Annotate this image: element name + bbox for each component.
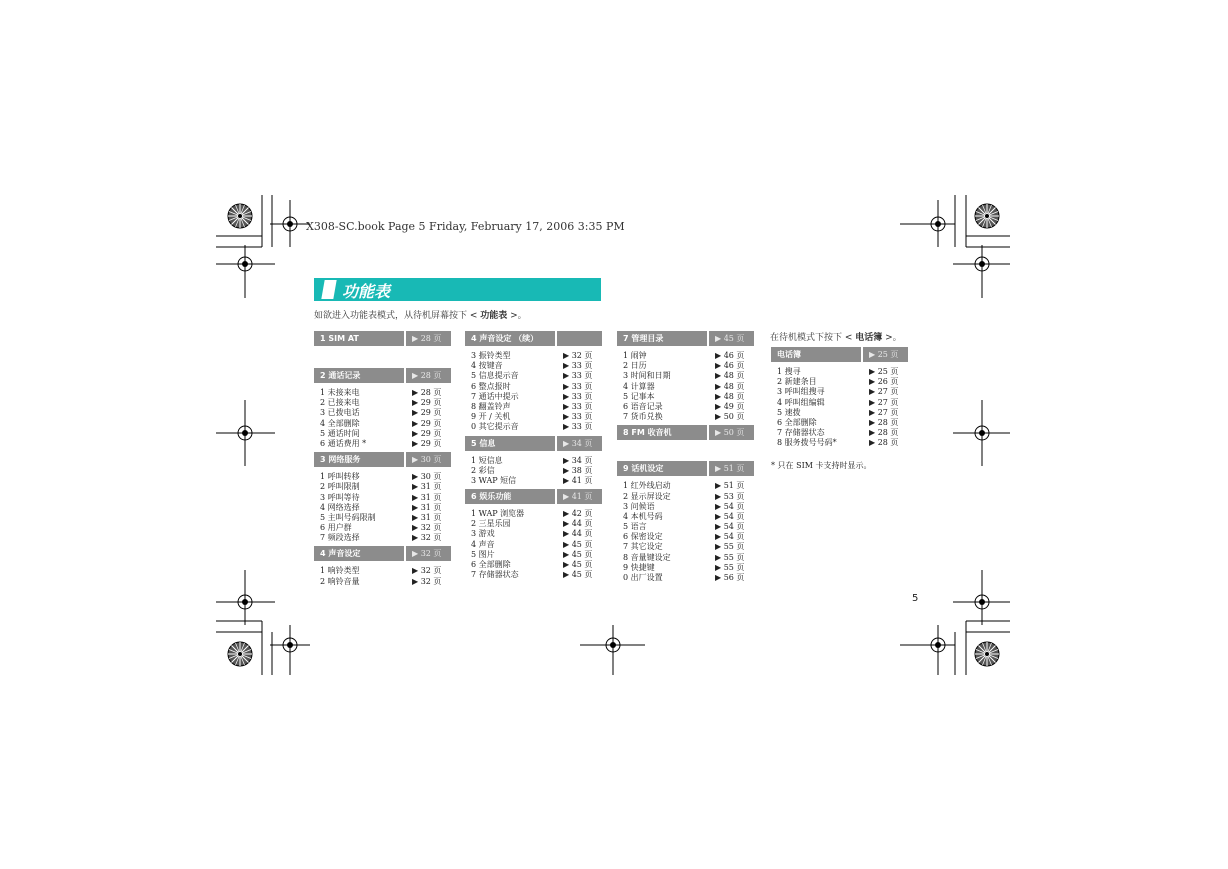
- section-page-ref: ▶ 34 页: [557, 436, 602, 451]
- intro-key: 功能表: [480, 311, 508, 321]
- item-label: 1 短信息: [471, 455, 503, 465]
- item-label: 5 信息提示音: [471, 371, 519, 381]
- item-page-ref: ▶ 28 页: [869, 428, 899, 438]
- item-label: 3 WAP 短信: [471, 475, 517, 485]
- item-page-ref: ▶ 56 页: [715, 573, 745, 582]
- item-label: 4 全部删除: [320, 418, 360, 428]
- item-page-ref: ▶ 32 页: [412, 523, 442, 533]
- item-page-ref: ▶ 33 页: [563, 381, 593, 391]
- item-label: 6 语音记录: [623, 401, 663, 411]
- item-label: 4 声音: [471, 539, 495, 549]
- item-label: 2 响铃音量: [320, 576, 360, 586]
- intro-prefix: 如欲进入功能表模式，从待机屏幕按下 <: [314, 311, 481, 321]
- item-label: 7 频段选择: [320, 533, 360, 543]
- item-page-ref: ▶ 49 页: [715, 401, 745, 411]
- item-label: 6 全部删除: [471, 560, 511, 569]
- item-label: 6 通话费用 *: [320, 438, 367, 448]
- item-label: 3 时间和日期: [623, 371, 671, 381]
- item-label: 2 呼叫限制: [320, 482, 360, 492]
- item-page-ref: ▶ 54 页: [715, 501, 745, 511]
- item-page-ref: ▶ 29 页: [412, 398, 442, 408]
- item-page-ref: ▶ 33 页: [563, 412, 593, 422]
- item-label: 5 图片: [471, 549, 495, 559]
- item-page-ref: ▶ 33 页: [563, 361, 593, 371]
- item-page-ref: ▶ 26 页: [869, 377, 899, 387]
- item-page-ref: ▶ 27 页: [869, 397, 899, 407]
- item-page-ref: ▶ 44 页: [563, 529, 593, 539]
- item-label: 2 已接来电: [320, 398, 360, 408]
- intro-suffix: >。: [507, 311, 527, 321]
- section-title: 5 信息: [465, 436, 555, 451]
- item-label: 9 开 / 关机: [471, 412, 511, 422]
- page-title: 功能表: [342, 282, 391, 301]
- item-label: 5 主叫号码限制: [320, 512, 376, 522]
- item-label: 6 全部删除: [777, 417, 817, 427]
- item-label: 2 日历: [623, 361, 647, 371]
- item-label: 8 翻盖铃声: [471, 401, 511, 411]
- item-page-ref: ▶ 33 页: [563, 391, 593, 401]
- item-label: 4 网络选择: [320, 502, 360, 512]
- item-page-ref: ▶ 32 页: [412, 533, 442, 543]
- item-label: 3 振铃类型: [471, 351, 511, 360]
- item-page-ref: ▶ 44 页: [563, 519, 593, 529]
- item-label: 6 整点报时: [471, 381, 511, 391]
- item-page-ref: ▶ 32 页: [412, 566, 442, 576]
- item-page-ref: ▶ 27 页: [869, 407, 899, 417]
- section-title: 9 话机设定: [617, 461, 707, 476]
- item-page-ref: ▶ 29 页: [412, 428, 442, 438]
- section-title: 4 声音设定 （续）: [465, 331, 555, 346]
- page-number: 5: [912, 593, 919, 604]
- item-label: 0 其它提示音: [471, 422, 519, 432]
- intro-right-prefix: 在待机模式下按下 <: [770, 333, 856, 343]
- item-page-ref: ▶ 46 页: [715, 361, 745, 371]
- item-label: 4 按键音: [471, 361, 503, 371]
- item-label: 2 彩信: [471, 465, 495, 475]
- section-page-ref: ▶ 28 页: [406, 331, 451, 346]
- item-label: 3 问候语: [623, 501, 655, 511]
- item-page-ref: ▶ 42 页: [563, 509, 593, 519]
- item-page-ref: ▶ 32 页: [412, 576, 442, 586]
- item-page-ref: ▶ 45 页: [563, 560, 593, 569]
- item-page-ref: ▶ 33 页: [563, 422, 593, 432]
- section-page-ref: ▶ 25 页: [863, 347, 908, 362]
- item-page-ref: ▶ 48 页: [715, 381, 745, 391]
- item-label: 3 呼叫组搜寻: [777, 387, 825, 397]
- item-label: 2 显示屏设定: [623, 491, 671, 501]
- item-label: 0 出厂设置: [623, 573, 663, 582]
- item-label: 1 WAP 浏览器: [471, 509, 525, 519]
- item-page-ref: ▶ 33 页: [563, 401, 593, 411]
- intro-right-key: 电话簿: [855, 333, 883, 343]
- item-page-ref: ▶ 55 页: [715, 562, 745, 572]
- section-title: 7 管理目录: [617, 331, 707, 346]
- section-page-ref: ▶ 51 页: [709, 461, 754, 476]
- item-page-ref: ▶ 38 页: [563, 465, 593, 475]
- item-label: 7 其它设定: [623, 542, 663, 552]
- item-page-ref: ▶ 25 页: [869, 367, 899, 376]
- section-page-ref: ▶ 32 页: [406, 546, 451, 561]
- item-page-ref: ▶ 51 页: [715, 481, 745, 491]
- item-page-ref: ▶ 27 页: [869, 387, 899, 397]
- item-page-ref: ▶ 55 页: [715, 552, 745, 562]
- item-page-ref: ▶ 48 页: [715, 391, 745, 401]
- item-label: 5 速拨: [777, 407, 801, 417]
- item-page-ref: ▶ 41 页: [563, 475, 593, 485]
- item-page-ref: ▶ 48 页: [715, 371, 745, 381]
- item-page-ref: ▶ 34 页: [563, 455, 593, 465]
- item-label: 8 服务拨号号码*: [777, 438, 837, 448]
- item-label: 2 新建条目: [777, 377, 817, 387]
- section-title: 8 FM 收音机: [617, 425, 707, 440]
- item-label: 7 通话中提示: [471, 391, 519, 401]
- item-label: 5 记事本: [623, 391, 655, 401]
- item-label: 4 本机号码: [623, 511, 663, 521]
- item-label: 1 响铃类型: [320, 566, 360, 576]
- item-label: 1 呼叫转移: [320, 472, 360, 482]
- item-label: 1 搜寻: [777, 367, 801, 376]
- item-page-ref: ▶ 31 页: [412, 512, 442, 522]
- item-label: 7 存储器状态: [777, 428, 825, 438]
- section-title: 1 SIM AT: [314, 331, 404, 346]
- section-page-ref: ▶ 41 页: [557, 489, 602, 504]
- item-label: 3 呼叫等待: [320, 492, 360, 502]
- item-page-ref: ▶ 29 页: [412, 418, 442, 428]
- section-title: 3 网络服务: [314, 452, 404, 467]
- item-page-ref: ▶ 53 页: [715, 491, 745, 501]
- section-title: 2 通话记录: [314, 368, 404, 383]
- book-header: X308-SC.book Page 5 Friday, February 17, 2006 3:35 PM: [306, 220, 625, 233]
- item-label: 5 通话时间: [320, 428, 360, 438]
- item-page-ref: ▶ 33 页: [563, 371, 593, 381]
- item-page-ref: ▶ 30 页: [412, 472, 442, 482]
- intro-right-suffix: >。: [882, 333, 902, 343]
- section-title: 电话簿: [771, 347, 861, 362]
- item-page-ref: ▶ 46 页: [715, 351, 745, 360]
- item-page-ref: ▶ 54 页: [715, 511, 745, 521]
- section-page-ref: ▶ 50 页: [709, 425, 754, 440]
- item-page-ref: ▶ 28 页: [869, 438, 899, 448]
- section-title: 6 娱乐功能: [465, 489, 555, 504]
- item-page-ref: ▶ 28 页: [869, 417, 899, 427]
- item-page-ref: ▶ 32 页: [563, 351, 593, 360]
- item-label: 9 快捷键: [623, 562, 655, 572]
- section-title: 4 声音设定: [314, 546, 404, 561]
- item-label: 7 货币兑换: [623, 412, 663, 422]
- section-page-ref: ▶ 30 页: [406, 452, 451, 467]
- item-page-ref: ▶ 45 页: [563, 549, 593, 559]
- item-label: 1 红外线启动: [623, 481, 671, 491]
- item-page-ref: ▶ 45 页: [563, 539, 593, 549]
- item-page-ref: ▶ 31 页: [412, 492, 442, 502]
- item-page-ref: ▶ 54 页: [715, 522, 745, 532]
- item-label: 1 闹钟: [623, 351, 647, 360]
- item-label: 5 语言: [623, 522, 647, 532]
- item-label: 8 音量键设定: [623, 552, 671, 562]
- item-page-ref: ▶ 28 页: [412, 388, 442, 397]
- section-page-ref: ▶ 45 页: [709, 331, 754, 346]
- item-page-ref: ▶ 29 页: [412, 408, 442, 418]
- item-label: 6 保密设定: [623, 532, 663, 542]
- item-page-ref: ▶ 45 页: [563, 570, 593, 580]
- item-label: 1 未接来电: [320, 388, 360, 397]
- item-label: 3 游戏: [471, 529, 495, 539]
- item-page-ref: ▶ 50 页: [715, 412, 745, 422]
- item-page-ref: ▶ 54 页: [715, 532, 745, 542]
- item-page-ref: ▶ 55 页: [715, 542, 745, 552]
- section-page-ref: ▶ 28 页: [406, 368, 451, 383]
- footnote: * 只在 SIM 卡支持时显示。: [771, 461, 872, 470]
- item-label: 4 呼叫组编辑: [777, 397, 825, 407]
- item-page-ref: ▶ 31 页: [412, 502, 442, 512]
- item-label: 6 用户群: [320, 523, 352, 533]
- item-label: 2 三星乐园: [471, 519, 511, 529]
- item-label: 4 计算器: [623, 381, 655, 391]
- item-page-ref: ▶ 29 页: [412, 438, 442, 448]
- item-label: 7 存储器状态: [471, 570, 519, 580]
- item-page-ref: ▶ 31 页: [412, 482, 442, 492]
- item-label: 3 已拨电话: [320, 408, 360, 418]
